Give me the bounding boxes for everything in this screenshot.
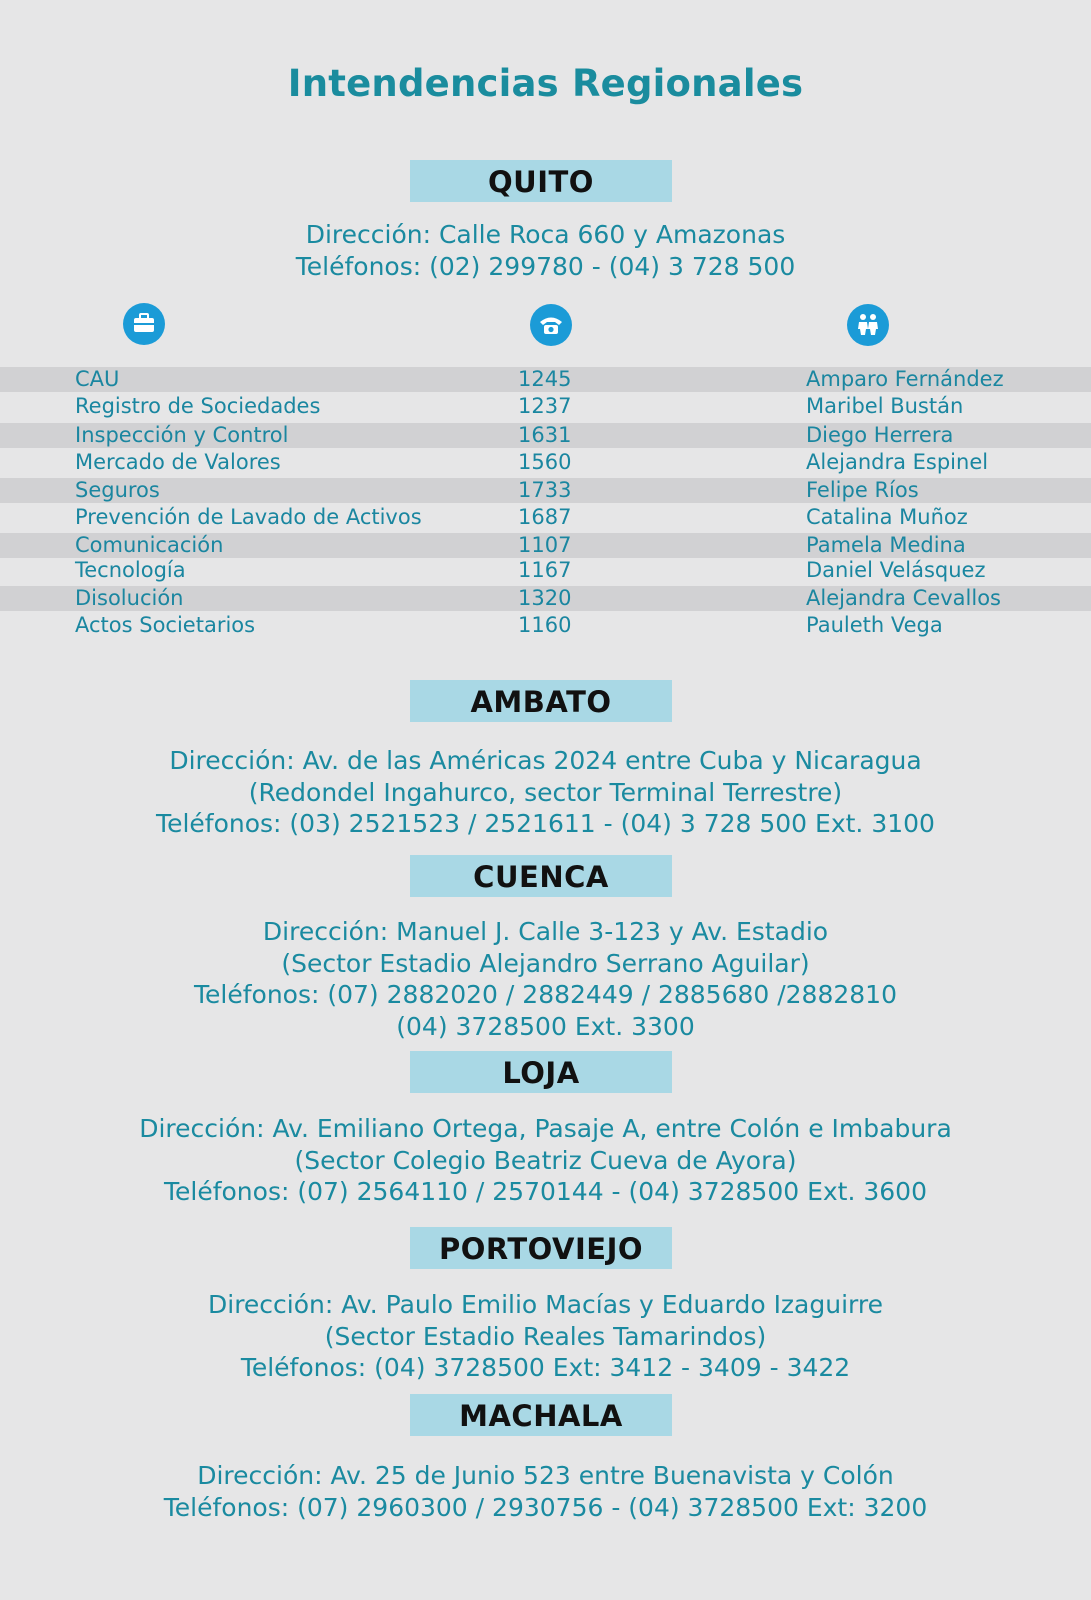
city-header-loja: LOJA — [410, 1051, 672, 1093]
quito-address: Dirección: Calle Roca 660 y Amazonas — [305, 220, 786, 249]
department-name: Registro de Sociedades — [75, 394, 321, 418]
contact-name: Daniel Velásquez — [806, 558, 986, 582]
extension-number: 1631 — [518, 423, 572, 447]
cuenca-phones-ext: (04) 3728500 Ext. 3300 — [396, 1011, 695, 1041]
cuenca-info — [0, 916, 1091, 1042]
briefcase-icon — [123, 303, 165, 345]
department-name: CAU — [75, 367, 120, 391]
department-name: Tecnología — [75, 558, 186, 582]
portoviejo-address: Dirección: Av. Paulo Emilio Macías y Eduardo Izaguirre — [208, 1290, 883, 1319]
table-row — [0, 367, 1091, 392]
ambato-address: Dirección: Av. de las Américas 2024 entre Cuba y Nicaragua — [169, 746, 922, 775]
extension-number: 1107 — [518, 533, 572, 557]
loja-phones: Teléfonos: (07) 2564110 / 2570144 - (04) 3728500 Ext. 3600 — [163, 1177, 927, 1206]
cuenca-sector: (Sector Estadio Alejandro Serrano Aguilar) — [281, 948, 810, 978]
contact-name: Felipe Ríos — [806, 478, 919, 502]
table-row — [0, 478, 1091, 503]
table-row — [0, 533, 1091, 558]
department-name: Mercado de Valores — [75, 450, 281, 474]
contact-name: Amparo Fernández — [806, 367, 1004, 391]
extension-number: 1237 — [518, 394, 572, 418]
table-row — [0, 423, 1091, 448]
loja-address: Dirección: Av. Emiliano Ortega, Pasaje A, entre Colón e Imbabura — [139, 1114, 952, 1143]
ambato-sector: (Redondel Ingahurco, sector Terminal Terrestre) — [248, 777, 843, 807]
machala-phones: Teléfonos: (07) 2960300 / 2930756 - (04) 3728500 Ext: 3200 — [163, 1492, 928, 1522]
department-name: Inspección y Control — [75, 423, 289, 447]
table-row — [0, 586, 1091, 611]
extension-number: 1733 — [518, 478, 572, 502]
table-row — [0, 613, 1091, 638]
contact-name: Catalina Muñoz — [806, 505, 968, 529]
table-row — [0, 450, 1091, 475]
extension-number: 1560 — [518, 450, 572, 474]
quito-info — [0, 219, 1091, 282]
city-header-portoviejo: PORTOVIEJO — [410, 1227, 672, 1269]
portoviejo-sector: (Sector Estadio Reales Tamarindos) — [324, 1321, 767, 1351]
contact-name: Pamela Medina — [806, 533, 966, 557]
department-name: Seguros — [75, 478, 160, 502]
cuenca-address: Dirección: Manuel J. Calle 3-123 y Av. Estadio — [262, 917, 829, 946]
people-icon — [847, 304, 889, 346]
machala-info — [0, 1460, 1091, 1523]
extension-number: 1687 — [518, 505, 572, 529]
table-row — [0, 558, 1091, 583]
table-row — [0, 394, 1091, 419]
extension-number: 1320 — [518, 586, 572, 610]
page-title: Intendencias Regionales — [287, 62, 804, 105]
ambato-info — [0, 745, 1091, 840]
extension-number: 1167 — [518, 558, 572, 582]
phone-icon — [530, 304, 572, 346]
department-name: Prevención de Lavado de Activos — [75, 505, 422, 529]
contact-name: Maribel Bustán — [806, 394, 964, 418]
quito-phones: Teléfonos: (02) 299780 - (04) 3 728 500 — [295, 251, 796, 281]
portoviejo-info — [0, 1289, 1091, 1384]
portoviejo-phones: Teléfonos: (04) 3728500 Ext: 3412 - 3409 - 3422 — [240, 1353, 851, 1382]
department-name: Actos Societarios — [75, 613, 256, 637]
loja-sector: (Sector Colegio Beatriz Cueva de Ayora) — [294, 1145, 797, 1175]
loja-info — [0, 1113, 1091, 1208]
contact-name: Pauleth Vega — [806, 613, 943, 637]
city-header-quito: QUITO — [410, 160, 672, 202]
ambato-phones: Teléfonos: (03) 2521523 / 2521611 - (04) 3 728 500 Ext. 3100 — [156, 809, 935, 838]
contact-name: Alejandra Cevallos — [806, 586, 1001, 610]
city-header-machala: MACHALA — [410, 1394, 672, 1436]
department-name: Comunicación — [75, 533, 224, 557]
city-header-cuenca: CUENCA — [410, 855, 672, 897]
machala-address: Dirección: Av. 25 de Junio 523 entre Buenavista y Colón — [197, 1461, 894, 1490]
table-row — [0, 505, 1091, 530]
extension-number: 1160 — [518, 613, 572, 637]
cuenca-phones: Teléfonos: (07) 2882020 / 2882449 / 2885680 /2882810 — [194, 980, 897, 1009]
extension-number: 1245 — [518, 367, 572, 391]
department-name: Disolución — [75, 586, 184, 610]
contact-name: Alejandra Espinel — [806, 450, 989, 474]
city-header-ambato: AMBATO — [410, 680, 672, 722]
contact-name: Diego Herrera — [806, 423, 954, 447]
